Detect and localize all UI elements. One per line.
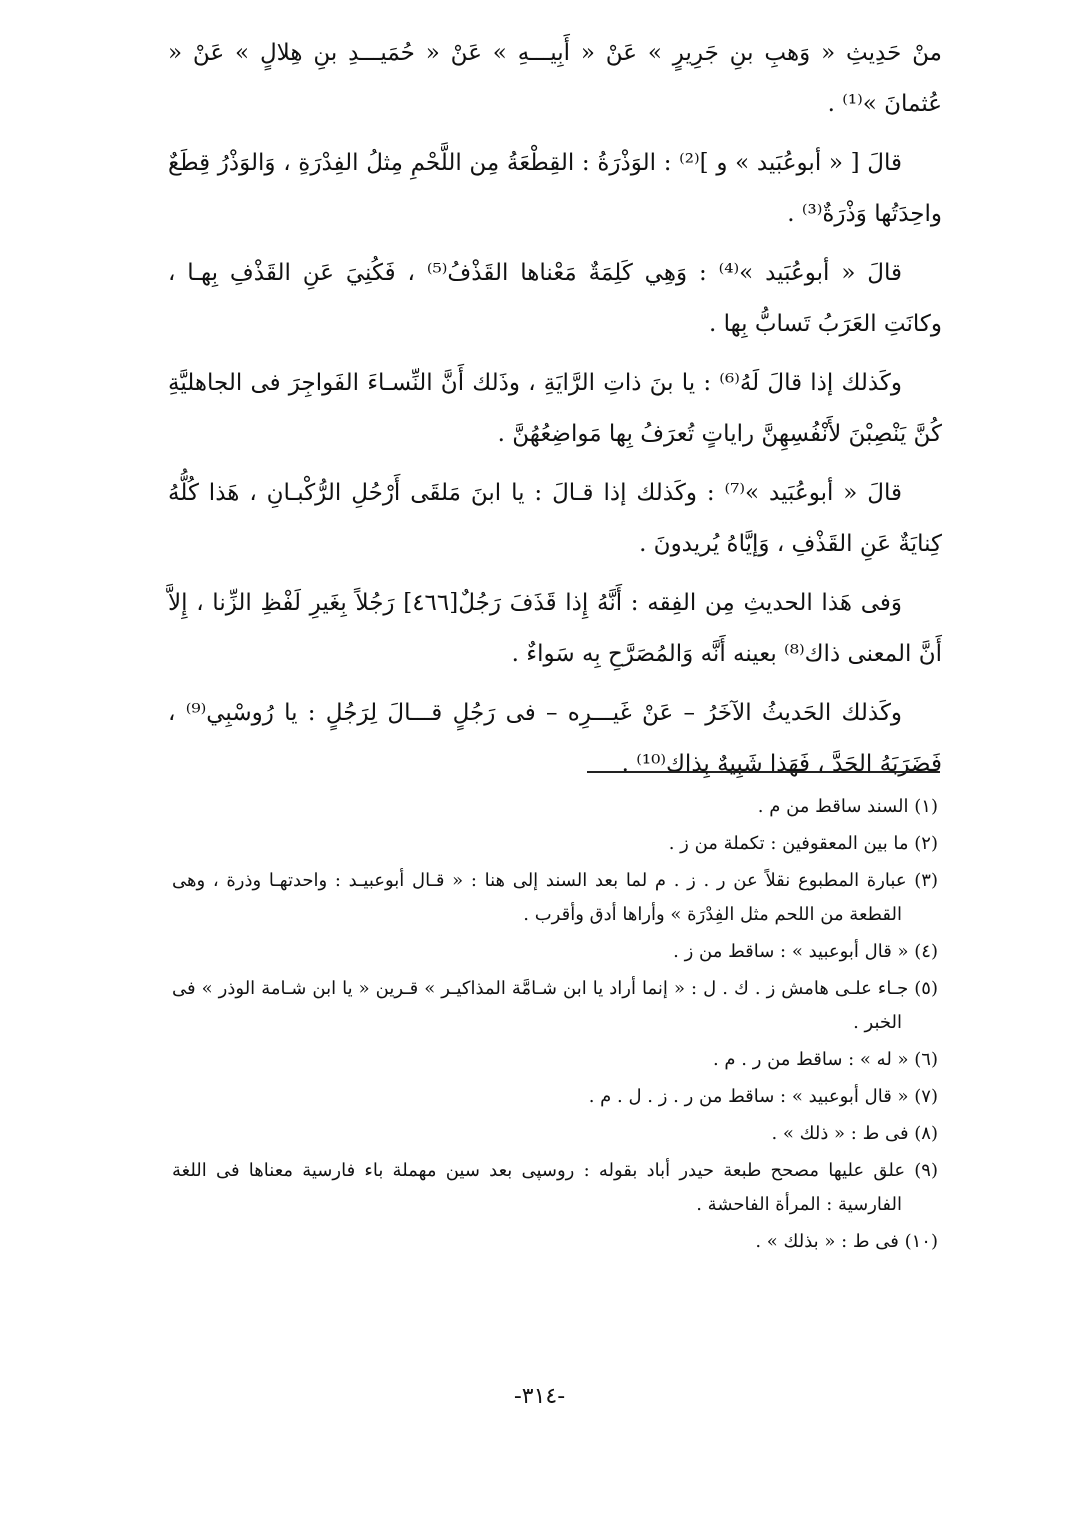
footnote: (٧) « قال أبوعبيد » : ساقط من ر . ز . ل . م . [588,1086,938,1107]
paragraph: منْ حَدِيثِ « وَهبِ بنِ جَرِيرٍ » عَنْ « أَبِيـــهِ » عَنْ « حُمَيـــدِ بنِ هِلالٍ » عَنْ « عُثمانَ »⁽¹⁾ . [168,40,942,117]
footnote: (٤) « قال أبوعبيد » : ساقط من ز . [673,941,938,962]
footnote: (٨) فى ط : « ذلك » . [771,1123,938,1144]
footnote: (١) السند ساقط من م . [757,796,938,817]
footnote-divider [587,771,940,773]
footnote: (٦) « له » : ساقط من ر . م . [712,1049,938,1070]
footnote: (٢) ما بين المعقوفين : تكملة من ز . [668,833,938,854]
paragraph: وَفى هَذا الحديثِ مِن الفِقه : أَنَّهُ إِذا قَذَفَ رَجُلٌ[٤٦٦] رَجُلاً بِغَيرِ لَفْظِ الزِّنا ، إِلاَّ أَنَّ المعنى ذاك⁽⁸⁾ بعينه أَنَّه وَالمُصَرَّحِ بِه سَواءٌ . [168,590,942,667]
paragraph: قالَ « أبوعُبَيد »⁽⁷⁾ : وكَذلك إذا قـالَ : يا ابنَ مَلقَى أَرْحُلِ الرُّكْبـانِ ، هَذا كُلُّهُ كِنايَةٌ عَنِ القَذْفِ ، وَإيَّاهُ يُريدونَ . [168,480,942,557]
footnotes [172,790,938,1262]
footnote: (١٠) فى ط : « بذلك » . [755,1231,938,1252]
footnote: (٥) جـاء علـى هامش ز . ك . ل : « إنما أراد يا ابن شـامَّة المذاكيـر » قـرين « يا ابن شـامة الوذر » فى الخبر . [172,978,938,1033]
paragraph: قالَ « أبوعُبَيد »⁽⁴⁾ : وَهِي كَلِمَةٌ مَعْناها القَذْفُ⁽⁵⁾ ، فَكُنِيَ عَنِ القَذْفِ بِهـا ، وكانَتِ العَرَبُ تَسابُّ بِها . [168,260,942,337]
paragraph: وكَذلك الحَديثُ الآخَرُ – عَنْ غَيـــرِه – فى رَجُلٍ قـــالَ لِرَجُلٍ : يا رُوسْبِي⁽⁹⁾ ، فَضَرَبَهُ الحَدَّ ، فَهَذا شَبِيهٌ بِذاك⁽¹⁰⁾ . [168,700,942,777]
footnote: (٩) علق عليها مصحح طبعة حيدر أباد بقوله : روسپى بعد سين مهملة باء فارسية معناها فى اللغة الفارسية : المرأة الفاحشة . [172,1160,938,1215]
page-number: -٣١٤- [513,1384,566,1409]
main-text [168,28,942,798]
paragraph: وكَذلك إذا قالَ لَهُ⁽⁶⁾ : يا بنَ ذاتِ الرَّايَةِ ، وذَلك أَنَّ النِّسـاءَ الفَواجِرَ فى الجاهليَّةِ كُنَّ يَنْصِبْنَ لأَنْفُسِهِنَّ راياتٍ تُعرَفُ بِها مَواضِعُهُنَّ . [168,370,942,447]
footnote: (٣) عبارة المطبوع نقلاً عن ر . ز . م لما بعد السند إلى هنا : « قـال أبوعبيـد : واحدتهـا وذرة ، وهى القطعة من اللحم مثل الفِدْرَة » وأراها أدق وأقرب . [172,870,938,925]
paragraph: قالَ [ « أبوعُبَيد » و ]⁽²⁾ : الوَذْرَةُ : القِطْعَةُ مِن اللَّحْمِ مِثلُ الفِدْرَةِ ، وَالوَذْرُ قِطَعٌ واحِدَتُها وَذْرَةٌ⁽³⁾ . [168,150,942,227]
